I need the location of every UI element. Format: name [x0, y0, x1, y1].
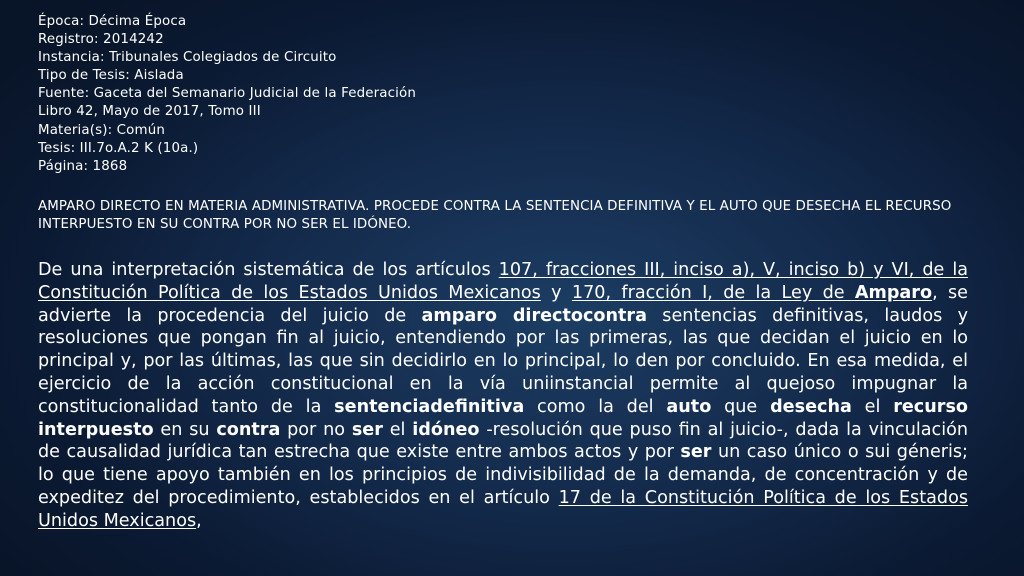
- keyword: idóneo: [412, 419, 480, 440]
- thesis-heading: AMPARO DIRECTO EN MATERIA ADMINISTRATIVA. PROCEDE CONTRA LA SENTENCIA DEFINITIVA Y EL AUTO QUE DESECHA EL RECURSO INTERPUESTO EN SU CONTRA POR NO SER EL IDÓNEO.: [38, 199, 952, 232]
- body-text: y: [540, 282, 572, 303]
- keyword: auto: [666, 396, 712, 417]
- keyword: desecha: [770, 396, 852, 417]
- tesis-line: Tesis: III.7o.A.2 K (10a.): [38, 140, 199, 156]
- keyword: recurso interpuesto: [38, 396, 969, 440]
- article-107-link[interactable]: 107, fracciones III, inciso a), V, inciso b) y VI, de la Constitución Política de los Estados Unidos Mexicanos: [38, 260, 968, 303]
- body-text: como la del: [524, 396, 667, 417]
- keyword: sentenciadefinitiva: [334, 396, 525, 417]
- keyword: amparo directocontra: [421, 305, 647, 326]
- body-text: -resolución que puso fin al juicio-, dada la vinculación de causalidad jurídica tan estrecha que existe entre ambos actos y por: [38, 419, 969, 463]
- article-17-link[interactable]: 17 de la Constitución Política de los Estados Unidos Mexicanos: [38, 487, 968, 531]
- keyword: contra: [216, 419, 281, 440]
- body-text: sentencias definitivas, laudos y resoluciones que pongan fin al juicio, entendiendo por las primeras, las que decidan el juicio en lo principal y, por las últimas, las que sin decidirlo en lo principal, lo den por concluido. En esa medida, el ejercicio de la acción constitucional en la vía uniinstancial permite al quejoso impugnar la constitucionalidad tanto de la: [38, 305, 968, 417]
- tipo-line: Tipo de Tesis: Aislada: [38, 68, 184, 84]
- fuente-line: Fuente: Gaceta del Semanario Judicial de la Federación: [38, 86, 417, 102]
- pagina-line: Página: 1868: [38, 158, 128, 174]
- epoca-line: Época: Décima Época: [38, 14, 187, 29]
- body-text: De una interpretación sistemática de los artículos: [38, 260, 499, 280]
- body-text: el: [851, 396, 894, 417]
- article-170-link-text: 170, fracción I, de la Ley de: [571, 282, 855, 303]
- materia-line: Materia(s): Común: [38, 122, 165, 138]
- body-text: por no: [280, 419, 352, 440]
- libro-line: Libro 42, Mayo de 2017, Tomo III: [38, 104, 261, 120]
- registro-line: Registro: 2014242: [38, 32, 164, 48]
- article-170-link[interactable]: [572, 283, 932, 303]
- keyword: ser: [351, 419, 383, 440]
- thesis-body: [38, 259, 968, 533]
- article-170-link-emphasis: Amparo: [854, 282, 933, 303]
- body-text: un caso único o sui géneris; lo que tiene apoyo también en los principios de indivisibilidad de la demanda, de concentración y de expeditez del procedimiento, establecidos en el artículo: [38, 442, 968, 508]
- instancia-line: Instancia: Tribunales Colegiados de Circuito: [38, 50, 337, 66]
- thesis-metadata: [38, 13, 416, 176]
- body-text: en su: [153, 419, 217, 440]
- body-text: ,: [196, 510, 202, 531]
- body-text: , se advierte la procedencia del juicio de: [38, 282, 968, 326]
- body-text: que: [711, 396, 771, 417]
- keyword: ser: [680, 442, 712, 463]
- body-text: el: [382, 419, 413, 440]
